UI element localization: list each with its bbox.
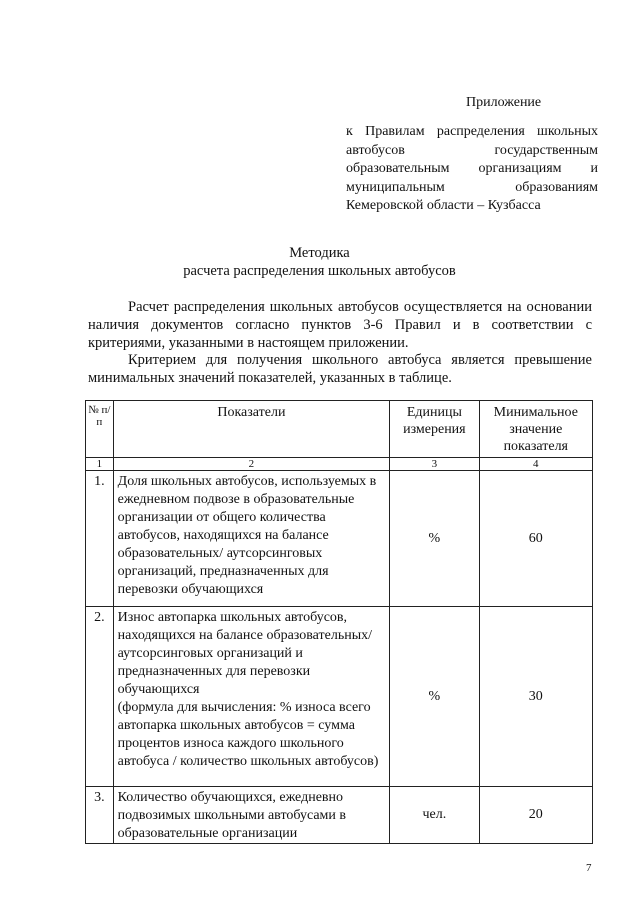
column-index: 3: [390, 458, 479, 471]
row-indicator: Количество обучающихся, ежедневно подвозимых школьными автобусами в образовательные организации: [113, 787, 390, 844]
column-index: 4: [479, 458, 592, 471]
table-header-row: [86, 401, 593, 458]
row-number: 3.: [86, 787, 114, 844]
header-indicator: Показатели: [113, 401, 390, 458]
page-number: 7: [586, 862, 592, 874]
row-indicator-cell: [113, 607, 390, 787]
header-unit: Единицы измерения: [390, 401, 479, 458]
table-row: [86, 607, 593, 787]
column-index: 2: [113, 458, 390, 471]
row-number: 1.: [86, 471, 114, 607]
appendix-title: Приложение: [466, 95, 542, 110]
column-index: 1: [86, 458, 114, 471]
column-index-row: [86, 458, 593, 471]
header-min-value: Минимальное значение показателя: [479, 401, 592, 458]
row-number: 2.: [86, 607, 114, 787]
row-min-value: 60: [479, 471, 592, 607]
row-unit: %: [390, 607, 479, 787]
row-indicator: Износ автопарка школьных автобусов, находящихся на балансе образовательных/аутсорсинговых организаций и предназначенных для перевозки обучающихся: [117, 610, 373, 697]
document-title: Методика: [289, 245, 350, 261]
header-num: № п/п: [86, 401, 114, 458]
document-subtitle: расчета распределения школьных автобусов: [183, 263, 456, 279]
row-formula: (формула для вычисления: % износа всего автопарка школьных автобусов = сумма процентов износа каждого школьного автобуса / количество школьных автобусов): [117, 700, 379, 769]
row-min-value: 20: [479, 787, 592, 844]
paragraph-1: Расчет распределения школьных автобусов осуществляется на основании наличия документов согласно пунктов 3-6 Правил и в соответствии с критериями, указанными в настоящем приложении.: [88, 299, 592, 351]
paragraph-2: Критерием для получения школьного автобуса является превышение минимальных значений показателей, указанных в таблице.: [88, 352, 592, 386]
row-min-value: 30: [479, 607, 592, 787]
row-unit: чел.: [390, 787, 479, 844]
table-row: [86, 787, 593, 844]
row-unit: %: [390, 471, 479, 607]
table-row: [86, 471, 593, 607]
appendix-reference: к Правилам распределения школьных автобусов государственным образовательным организациям и муниципальным образованиям Кемеровской области – Кузбасса: [346, 124, 598, 213]
indicators-table: [85, 400, 593, 844]
row-indicator: Доля школьных автобусов, используемых в ежедневном подвозе в образовательные организации от общего количества автобусов, находящихся на балансе образовательных/ аутсорсинговых организаций, предназначенных для перевозки обучающихся: [113, 471, 390, 607]
